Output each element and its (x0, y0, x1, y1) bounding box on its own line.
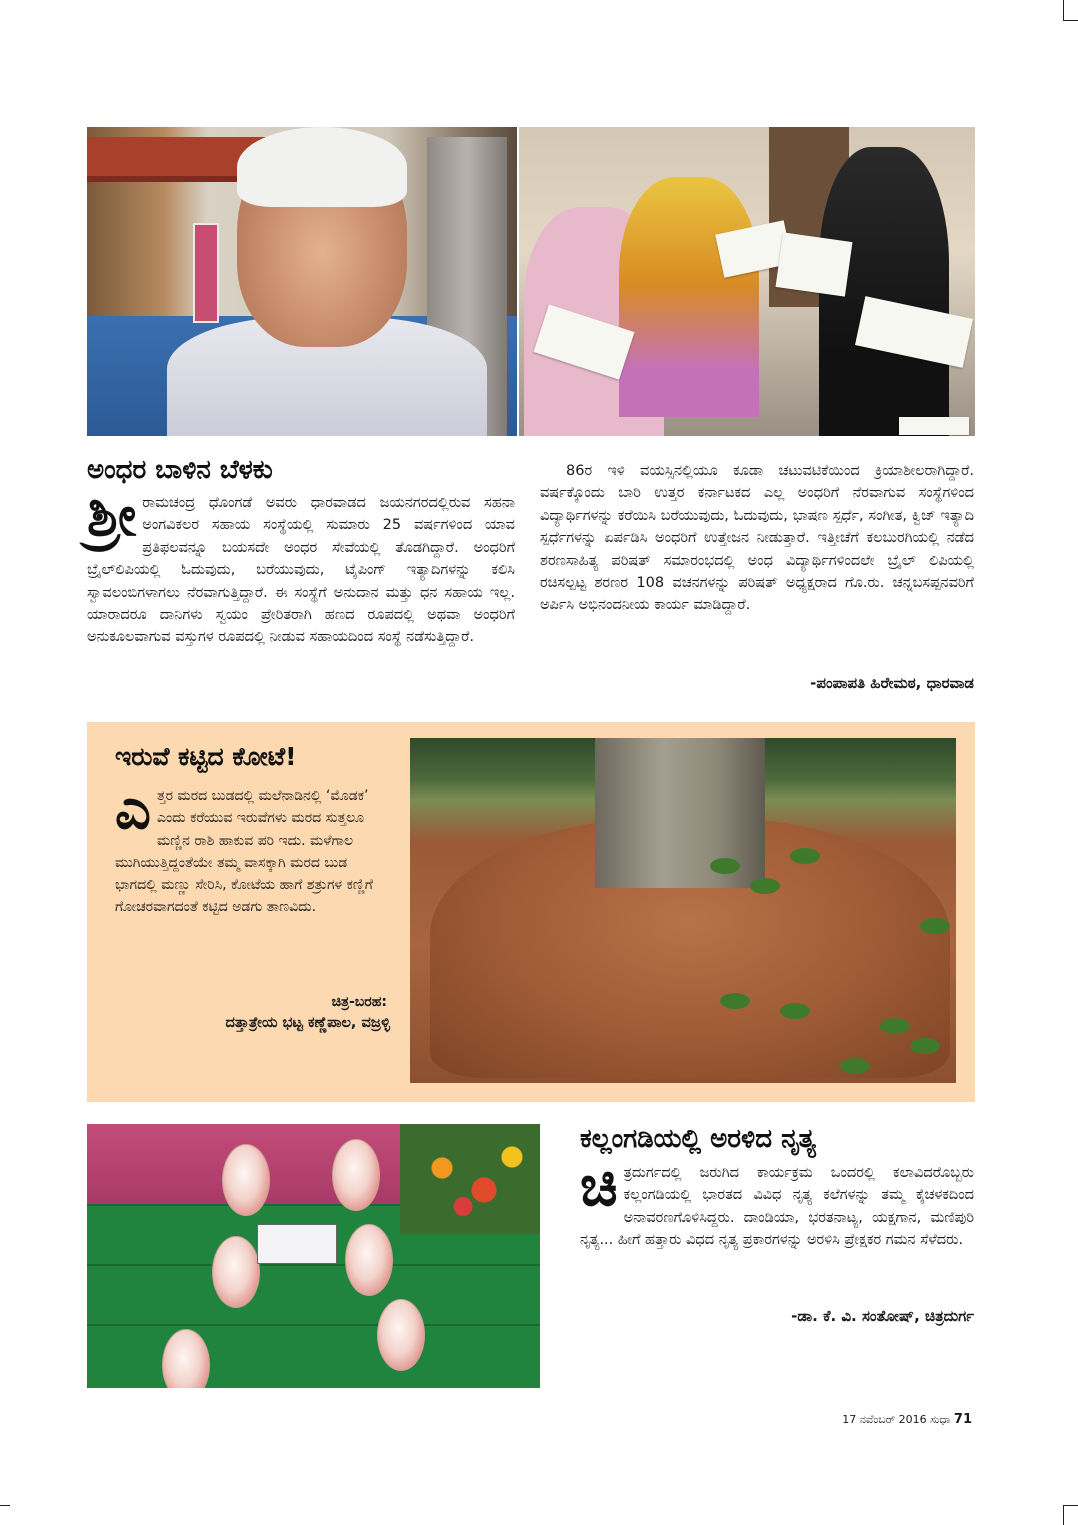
photo-detail (377, 1299, 425, 1371)
byline: -ಪಂಪಾಪತಿ ಹಿರೇಮಠ, ಧಾರವಾಡ (810, 674, 974, 692)
article-title: ಅಂಧರ ಬಾಳಿನ ಬೆಳಕು (87, 455, 273, 485)
photo-elderly-man (87, 127, 517, 436)
photo-detail (750, 878, 780, 894)
article-title: ಕಲ್ಲಂಗಡಿಯಲ್ಲಿ ಅರಳಿದ ನೃತ್ಯ (580, 1124, 816, 1154)
photo-credit-name: ದತ್ತಾತ್ರೇಯ ಭಟ್ಟ ಕಣ್ಣೆಪಾಲ, ವಜ್ರಳ್ಳಿ (225, 1015, 390, 1031)
crop-mark (1063, 20, 1078, 21)
article-body (580, 1154, 974, 1252)
photo-detail (345, 1224, 393, 1296)
photo-detail (400, 1124, 540, 1234)
photo-detail (237, 127, 407, 207)
photo-detail (710, 858, 740, 874)
photo-credit-label: ಚಿತ್ರ-ಬರಹ: (331, 994, 387, 1010)
crop-mark (1063, 1505, 1064, 1525)
photo-detail (222, 1144, 270, 1216)
article-paragraph: ರಾಮಚಂದ್ರ ಧೊಂಗಡೆ ಅವರು ಧಾರವಾಡದ ಜಯನಗರದಲ್ಲಿರುವ ಸಹನಾ ಅಂಗವಿಕಲರ ಸಹಾಯ ಸಂಸ್ಥೆಯಲ್ಲಿ ಸುಮಾರು 25 ವರ್ಷಗಳಿಂದ ಯಾವ ಪ್ರತಿಫಲವನ್ನೂ ಬಯಸದೇ ಅಂಧರ ಸೇವೆಯಲ್ಲಿ ತೊಡಗಿದ್ದಾರೆ. ಅಂಧರಿಗೆ ಬ್ರೈಲ್‌ಲಿಪಿಯಲ್ಲಿ ಓದುವುದು, ಬರೆಯುವುದು, ಟೈಪಿಂಗ್ ಇತ್ಯಾದಿಗಳನ್ನು ಕಲಿಸಿ ಸ್ವಾವಲಂಬಿಗಳಾಗಲು ನೆರವಾಗುತ್ತಿದ್ದಾರೆ. ಈ ಸಂಸ್ಥೆಗೆ ಅನುದಾನ ಮತ್ತು ಧನ ಸಹಾಯ ಇಲ್ಲ. ಯಾರಾದರೂ ದಾನಿಗಳು ಸ್ವಯಂ ಪ್ರೇರಿತರಾಗಿ ಹಣದ ರೂಪದಲ್ಲಿ ಅಥವಾ ಅಂಧರಿಗೆ ಅನುಕೂಲವಾಗುವ ವಸ್ತುಗಳ ರೂಪದಲ್ಲಿ ನೀಡುವ ಸಹಾಯದಿಂದ ಸಂಸ್ಥೆ ನಡೆಸುತ್ತಿದ್ದಾರೆ. (87, 495, 515, 646)
photo-watermelon-carvings (87, 1124, 540, 1388)
article-paragraph: 86ರ ಇಳಿ ವಯಸ್ಸಿನಲ್ಲಿಯೂ ಕೂಡಾ ಚಟುವಟಿಕೆಯಿಂದ ಕ್ರಿಯಾಶೀಲರಾಗಿದ್ದಾರೆ. ವರ್ಷಕ್ಕೊಂದು ಬಾರಿ ಉತ್ತರ ಕರ್ನಾಟಕದ ಎಲ್ಲ ಅಂಧರಿಗೆ ನೆರವಾಗುವ ಸಂಸ್ಥೆಗಳಿಂದ ವಿದ್ಯಾರ್ಥಿಗಳನ್ನು ಕರೆಯಿಸಿ ಬರೆಯುವುದು, ಓದುವುದು, ಭಾಷಣ ಸ್ಪರ್ಧೆ, ಸಂಗೀತ, ಕ್ವಿಜ್ ಇತ್ಯಾದಿ ಸ್ಪರ್ಧೆಗಳನ್ನು ಏರ್ಪಡಿಸಿ ಅಂಧರಿಗೆ ಉತ್ತೇಜನ ನೀಡುತ್ತಾರೆ. ಇತ್ತೀಚೆಗೆ ಕಲಬುರಗಿಯಲ್ಲಿ ನಡೆದ ಶರಣಸಾಹಿತ್ಯ ಪರಿಷತ್ ಸಮಾರಂಭದಲ್ಲಿ ಅಂಧ ವಿದ್ಯಾರ್ಥಿಗಳಿಂದಲೇ ಬ್ರೈಲ್ ಲಿಪಿಯಲ್ಲಿ ರಚಿಸಲ್ಪಟ್ಟ ಶರಣರ 108 ವಚನಗಳನ್ನು ಪರಿಷತ್ ಅಧ್ಯಕ್ಷರಾದ ಗೊ.ರು. ಚನ್ನಬಸಪ್ಪನವರಿಗೆ ಅರ್ಪಿಸಿ ಅಭಿನಂದನೀಯ ಕಾರ್ಯ ಮಾಡಿದ್ದಾರೆ. (540, 463, 974, 614)
photo-detail (332, 1139, 380, 1211)
issue-date: 17 ನವೆಂಬರ್ 2016 ಸುಧಾ (842, 1413, 951, 1426)
photo-detail (840, 1058, 870, 1074)
crop-mark (1063, 0, 1064, 20)
photo-detail (619, 177, 759, 417)
page-number: 71 (953, 1412, 972, 1427)
photo-detail (87, 1264, 540, 1324)
photo-detail (790, 848, 820, 864)
photo-detail (87, 1324, 540, 1388)
crop-mark (0, 1505, 10, 1506)
photo-detail (212, 1236, 260, 1308)
page-folio (842, 1412, 972, 1427)
article-body-continued (540, 460, 974, 617)
photo-ant-mound (410, 738, 956, 1083)
article-paragraph: ತ್ರದುರ್ಗದಲ್ಲಿ ಜರುಗಿದ ಕಾರ್ಯಕ್ರಮ ಒಂದರಲ್ಲಿ ಕಲಾವಿದರೊಬ್ಬರು ಕಲ್ಲಂಗಡಿಯಲ್ಲಿ ಭಾರತದ ವಿವಿಧ ನೃತ್ಯ ಕಲೆಗಳನ್ನು ತಮ್ಮ ಕೈಚಳಕದಿಂದ ಅನಾವರಣಗೊಳಿಸಿದ್ದರು. ದಾಂಡಿಯಾ, ಭರತನಾಟ್ಯ, ಯಕ್ಷಗಾನ, ಮಣಿಪುರಿ ನೃತ್ಯ... ಹೀಗೆ ಹತ್ತಾರು ವಿಧದ ನೃತ್ಯ ಪ್ರಕಾರಗಳನ್ನು ಅರಳಿಸಿ ಪ್ರೇಕ್ಷಕರ ಗಮನ ಸೆಳೆದರು. (580, 1165, 974, 1249)
photo-detail (899, 417, 969, 435)
article-title: ಇರುವೆ ಕಟ್ಟಿದ ಕೋಟೆ! (115, 742, 297, 771)
photo-detail (257, 1224, 337, 1264)
article-body (115, 777, 390, 919)
photo-detail (193, 223, 219, 323)
photo-group-reading (519, 127, 975, 436)
photo-detail (720, 993, 750, 1009)
dropcap: ಚಿ (580, 1154, 618, 1219)
photo-detail (776, 232, 853, 296)
photo-detail (780, 1003, 810, 1019)
byline: -ಡಾ. ಕೆ. ವಿ. ಸಂತೋಷ್, ಚಿತ್ರದುರ್ಗ (791, 1307, 974, 1325)
dropcap: ಎ (115, 777, 151, 842)
photo-detail (880, 1018, 910, 1034)
article-paragraph: ತ್ತರ ಮರದ ಬುಡದಲ್ಲಿ ಮಲೆನಾಡಿನಲ್ಲಿ ‘ಮೊಡಕ’ ಎಂದು ಕರೆಯುವ ಇರುವೆಗಳು ಮರದ ಸುತ್ತಲೂ ಮಣ್ಣಿನ ರಾಶಿ ಹಾಕುವ ಪರಿ ಇದು. ಮಳೆಗಾಲ ಮುಗಿಯುತ್ತಿದ್ದಂತೆಯೇ ತಮ್ಮ ವಾಸಕ್ಕಾಗಿ ಮರದ ಬುಡ ಭಾಗದಲ್ಲಿ ಮಣ್ಣು ಸೇರಿಸಿ, ಕೋಟೆಯ ಹಾಗೆ ಶತ್ರುಗಳ ಕಣ್ಣಿಗೆ ಗೋಚರವಾಗದಂತೆ ಕಟ್ಟಿದ ಅಡಗು ತಾಣವಿದು. (115, 788, 373, 916)
article-body (87, 484, 515, 649)
photo-detail (920, 918, 950, 934)
dropcap: ಶ್ರೀ (87, 484, 137, 549)
photo-detail (910, 1038, 940, 1054)
crop-mark (1063, 1505, 1078, 1506)
